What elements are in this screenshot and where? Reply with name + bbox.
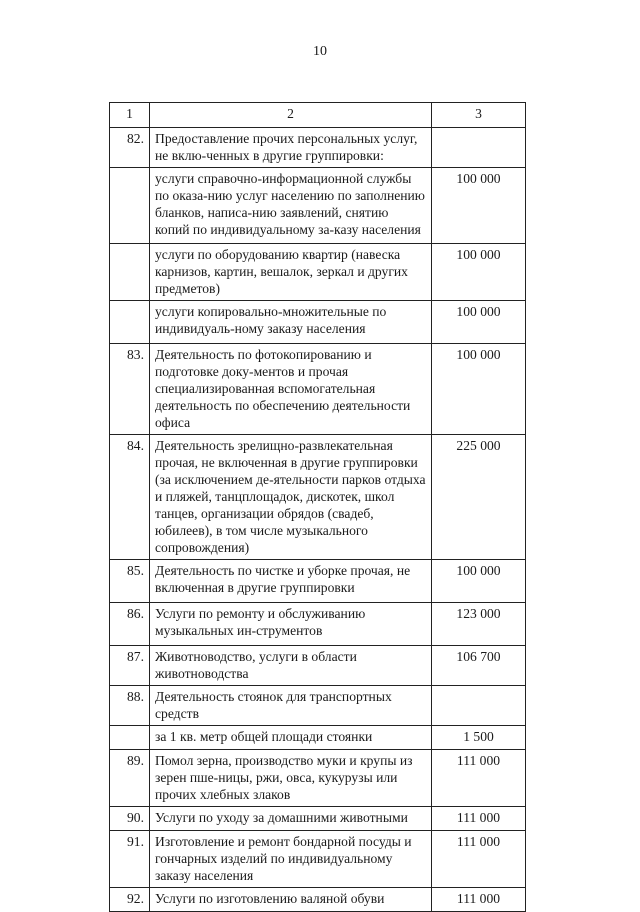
table-row bbox=[110, 807, 526, 831]
row-number: 85. bbox=[110, 560, 150, 603]
table-row bbox=[110, 128, 526, 168]
table-row bbox=[110, 646, 526, 686]
row-number: 84. bbox=[110, 435, 150, 560]
row-value: 106 700 bbox=[432, 646, 526, 686]
table-header-row bbox=[110, 103, 526, 128]
table-row bbox=[110, 244, 526, 301]
table-row bbox=[110, 560, 526, 603]
row-value: 225 000 bbox=[432, 435, 526, 560]
row-number bbox=[110, 726, 150, 750]
row-value: 100 000 bbox=[432, 168, 526, 244]
row-description: Услуги по ремонту и обслуживанию музыкальных ин-струментов bbox=[150, 603, 432, 646]
row-description: Деятельность по фотокопированию и подготовке доку-ментов и прочая специализированная вспомогательная деятельность по обеспечению деятельности офиса bbox=[150, 344, 432, 435]
row-description: Изготовление и ремонт бондарной посуды и гончарных изделий по индивидуальному заказу населения bbox=[150, 831, 432, 888]
header-col-1: 1 bbox=[110, 103, 150, 128]
row-value: 100 000 bbox=[432, 301, 526, 344]
table-row bbox=[110, 726, 526, 750]
row-description: услуги справочно-информационной службы по оказа-нию услуг населению по заполнению бланков, написа-нию заявлений, снятию копий по индивидуальному за-казу населения bbox=[150, 168, 432, 244]
row-description: услуги по оборудованию квартир (навеска карнизов, картин, вешалок, зеркал и других предметов) bbox=[150, 244, 432, 301]
row-number: 92. bbox=[110, 888, 150, 912]
row-number: 87. bbox=[110, 646, 150, 686]
row-description: услуги копировально-множительные по индивидуаль-ному заказу населения bbox=[150, 301, 432, 344]
table-row bbox=[110, 888, 526, 912]
table-row bbox=[110, 168, 526, 244]
row-value: 111 000 bbox=[432, 807, 526, 831]
row-number: 86. bbox=[110, 603, 150, 646]
table-row bbox=[110, 686, 526, 726]
row-number bbox=[110, 244, 150, 301]
row-value bbox=[432, 128, 526, 168]
row-description: Помол зерна, производство муки и крупы из зерен пше-ницы, ржи, овса, кукурузы или прочих хлебных злаков bbox=[150, 750, 432, 807]
row-description: Деятельность по чистке и уборке прочая, не включенная в другие группировки bbox=[150, 560, 432, 603]
page-number: 10 bbox=[313, 44, 327, 59]
row-number: 90. bbox=[110, 807, 150, 831]
row-description: Животноводство, услуги в области животноводства bbox=[150, 646, 432, 686]
row-number bbox=[110, 301, 150, 344]
row-value: 100 000 bbox=[432, 344, 526, 435]
row-value: 100 000 bbox=[432, 244, 526, 301]
row-number: 89. bbox=[110, 750, 150, 807]
table-row bbox=[110, 435, 526, 560]
row-value: 111 000 bbox=[432, 831, 526, 888]
row-number: 91. bbox=[110, 831, 150, 888]
row-number: 82. bbox=[110, 128, 150, 168]
row-description: Деятельность зрелищно-развлекательная прочая, не включенная в другие группировки (за исключением де-ятельности парков отдыха и пляжей, танцплощадок, дискотек, школ танцев, организации обрядов (свадеб, юбилеев), в том числе музыкального сопровождения) bbox=[150, 435, 432, 560]
row-number: 83. bbox=[110, 344, 150, 435]
header-col-2: 2 bbox=[150, 103, 432, 128]
table-row bbox=[110, 344, 526, 435]
table-row bbox=[110, 750, 526, 807]
row-value bbox=[432, 686, 526, 726]
row-description: Деятельность стоянок для транспортных средств bbox=[150, 686, 432, 726]
row-value: 111 000 bbox=[432, 888, 526, 912]
row-value: 1 500 bbox=[432, 726, 526, 750]
row-description: Услуги по изготовлению валяной обуви bbox=[150, 888, 432, 912]
row-description: Услуги по уходу за домашними животными bbox=[150, 807, 432, 831]
table-row bbox=[110, 831, 526, 888]
table-row bbox=[110, 603, 526, 646]
tariff-table bbox=[109, 102, 526, 912]
row-value: 123 000 bbox=[432, 603, 526, 646]
row-value: 100 000 bbox=[432, 560, 526, 603]
table-row bbox=[110, 301, 526, 344]
row-value: 111 000 bbox=[432, 750, 526, 807]
row-number: 88. bbox=[110, 686, 150, 726]
header-col-3: 3 bbox=[432, 103, 526, 128]
row-number bbox=[110, 168, 150, 244]
row-description: за 1 кв. метр общей площади стоянки bbox=[150, 726, 432, 750]
row-description: Предоставление прочих персональных услуг, не вклю-ченных в другие группировки: bbox=[150, 128, 432, 168]
